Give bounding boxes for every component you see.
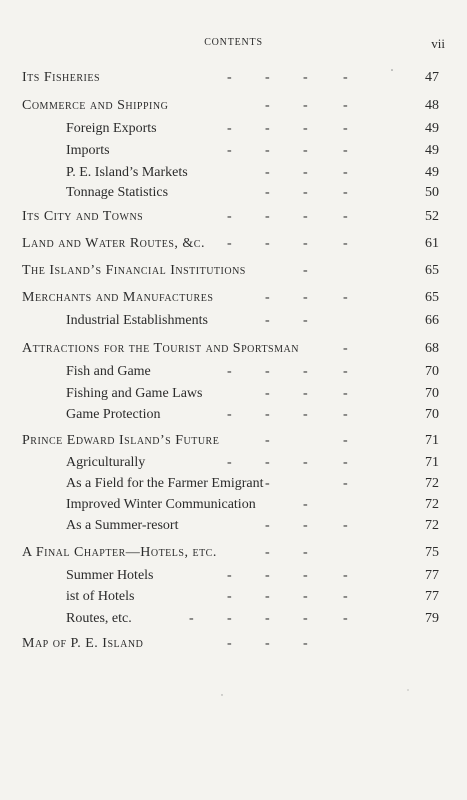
- leader-dash: -: [265, 545, 270, 560]
- leader-dash: -: [303, 143, 308, 158]
- leader-dash: -: [227, 455, 232, 470]
- toc-entry-title: As a Summer-resort: [66, 518, 179, 533]
- toc-entry: [0, 516, 467, 536]
- toc-entry-title: Industrial Establishments: [66, 313, 208, 328]
- toc-entry: [0, 163, 467, 183]
- toc-entry-page-number: 71: [425, 433, 439, 448]
- leader-dash: -: [343, 236, 348, 251]
- toc-entry-page-number: 71: [425, 455, 439, 470]
- toc-entry-page-number: 70: [425, 407, 439, 422]
- toc-entry-page-number: 47: [425, 70, 439, 85]
- leader-dash: -: [227, 364, 232, 379]
- toc-entry: [0, 543, 467, 563]
- leader-dash: -: [343, 518, 348, 533]
- leader-dash: -: [343, 364, 348, 379]
- toc-entry: [0, 119, 467, 139]
- leader-dash: -: [227, 568, 232, 583]
- toc-entry: [0, 474, 467, 494]
- leader-dash: -: [343, 341, 348, 356]
- leader-dash: -: [343, 290, 348, 305]
- toc-entry-page-number: 75: [425, 545, 439, 560]
- toc-entry-title: Agriculturally: [66, 455, 146, 470]
- leader-dash: -: [189, 611, 194, 626]
- toc-entry-title: Fishing and Game Laws: [66, 386, 203, 401]
- leader-dash: -: [303, 611, 308, 626]
- toc-entry-title: Attractions for the Tourist and Sportsman: [22, 341, 299, 356]
- toc-entry-page-number: 65: [425, 263, 439, 278]
- leader-dash: -: [265, 165, 270, 180]
- leader-dash: -: [265, 185, 270, 200]
- toc-entry-title: Imports: [66, 143, 110, 158]
- leader-dash: -: [303, 407, 308, 422]
- leader-dash: -: [343, 386, 348, 401]
- toc-entry-title: Routes, etc.: [66, 611, 132, 626]
- leader-dash: -: [303, 455, 308, 470]
- toc-entry: [0, 141, 467, 161]
- toc-entry: [0, 68, 467, 88]
- toc-entry: [0, 288, 467, 308]
- leader-dash: -: [265, 611, 270, 626]
- toc-entry-page-number: 70: [425, 364, 439, 379]
- leader-dash: -: [265, 476, 270, 491]
- toc-entry-page-number: 72: [425, 476, 439, 491]
- leader-dash: -: [343, 568, 348, 583]
- toc-entry-page-number: 49: [425, 121, 439, 136]
- toc-entry-title: Fish and Game: [66, 364, 151, 379]
- leader-dash: -: [227, 121, 232, 136]
- toc-entry-page-number: 49: [425, 143, 439, 158]
- leader-dash: -: [343, 121, 348, 136]
- toc-entry: [0, 405, 467, 425]
- toc-entry-page-number: 72: [425, 497, 439, 512]
- toc-entry-title: Its City and Towns: [22, 209, 144, 224]
- toc-entry: [0, 96, 467, 116]
- leader-dash: -: [343, 476, 348, 491]
- toc-entry-page-number: 50: [425, 185, 439, 200]
- leader-dash: -: [343, 70, 348, 85]
- toc-entry-title: P. E. Island’s Markets: [66, 165, 188, 180]
- leader-dash: -: [227, 589, 232, 604]
- leader-dash: -: [343, 98, 348, 113]
- toc-entry-page-number: 77: [425, 568, 439, 583]
- toc-entry-page-number: 72: [425, 518, 439, 533]
- toc-entry-title: Improved Winter Communication: [66, 497, 256, 512]
- leader-dash: -: [227, 636, 232, 651]
- toc-entry-page-number: 70: [425, 386, 439, 401]
- toc-entry-title: Commerce and Shipping: [22, 98, 169, 113]
- leader-dash: -: [265, 209, 270, 224]
- leader-dash: -: [265, 121, 270, 136]
- running-head: [0, 37, 467, 53]
- leader-dash: -: [265, 290, 270, 305]
- leader-dash: -: [303, 518, 308, 533]
- toc-entry-title: Map of P. E. Island: [22, 636, 144, 651]
- leader-dash: -: [343, 611, 348, 626]
- toc-entry-page-number: 66: [425, 313, 439, 328]
- leader-dash: -: [265, 98, 270, 113]
- leader-dash: -: [303, 165, 308, 180]
- leader-dash: -: [265, 364, 270, 379]
- toc-entry-page-number: 52: [425, 209, 439, 224]
- leader-dash: -: [343, 185, 348, 200]
- toc-entry-title: Tonnage Statistics: [66, 185, 169, 200]
- leader-dash: -: [227, 236, 232, 251]
- toc-entry-page-number: 61: [425, 236, 439, 251]
- leader-dash: -: [265, 518, 270, 533]
- leader-dash: -: [265, 455, 270, 470]
- leader-dash: -: [265, 568, 270, 583]
- toc-entry-title: A Final Chapter—Hotels, etc.: [22, 545, 217, 560]
- toc-entry: [0, 495, 467, 515]
- leader-dash: -: [265, 433, 270, 448]
- leader-dash: -: [303, 263, 308, 278]
- leader-dash: -: [265, 143, 270, 158]
- leader-dash: -: [265, 589, 270, 604]
- toc-entry-page-number: 68: [425, 341, 439, 356]
- leader-dash: -: [303, 545, 308, 560]
- leader-dash: -: [265, 313, 270, 328]
- leader-dash: -: [343, 433, 348, 448]
- leader-dash: -: [265, 236, 270, 251]
- toc-entry: [0, 587, 467, 607]
- leader-dash: -: [265, 386, 270, 401]
- leader-dash: -: [303, 364, 308, 379]
- leader-dash: -: [343, 455, 348, 470]
- toc-entry: [0, 634, 467, 654]
- leader-dash: -: [227, 209, 232, 224]
- toc-entry-title: Game Protection: [66, 407, 161, 422]
- leader-dash: -: [303, 386, 308, 401]
- toc-entry-title: Merchants and Manufactures: [22, 290, 214, 305]
- leader-dash: -: [303, 497, 308, 512]
- leader-dash: -: [343, 209, 348, 224]
- leader-dash: -: [227, 611, 232, 626]
- toc-entry: [0, 453, 467, 473]
- leader-dash: -: [303, 290, 308, 305]
- leader-dash: -: [265, 70, 270, 85]
- toc-entry-title: Land and Water Routes, &c.: [22, 236, 205, 251]
- toc-entry: [0, 609, 467, 629]
- leader-dash: -: [303, 70, 308, 85]
- toc-entry: [0, 183, 467, 203]
- toc-entry: [0, 566, 467, 586]
- leader-dash: -: [343, 589, 348, 604]
- running-head-page-number: vii: [431, 36, 445, 51]
- leader-dash: -: [303, 313, 308, 328]
- toc-entry-page-number: 48: [425, 98, 439, 113]
- leader-dash: -: [227, 143, 232, 158]
- leader-dash: -: [227, 70, 232, 85]
- leader-dash: -: [303, 636, 308, 651]
- toc-entry: [0, 311, 467, 331]
- running-head-title: CONTENTS: [204, 37, 263, 48]
- toc-entry-title: The Island’s Financial Institutions: [22, 263, 246, 278]
- leader-dash: -: [343, 143, 348, 158]
- toc-entry-title: As a Field for the Farmer Emigrant: [66, 476, 264, 491]
- toc-entry: [0, 384, 467, 404]
- leader-dash: -: [227, 407, 232, 422]
- toc-entry: [0, 339, 467, 359]
- toc-entry-page-number: 77: [425, 589, 439, 604]
- leader-dash: -: [303, 568, 308, 583]
- leader-dash: -: [303, 121, 308, 136]
- leader-dash: -: [265, 636, 270, 651]
- leader-dash: -: [303, 589, 308, 604]
- toc-entry: [0, 261, 467, 281]
- toc-entry-page-number: 79: [425, 611, 439, 626]
- toc-entry-title: ist of Hotels: [66, 589, 135, 604]
- toc-entry-page-number: 49: [425, 165, 439, 180]
- toc-entry: [0, 207, 467, 227]
- toc-entry-title: Its Fisheries: [22, 70, 101, 85]
- toc-entry-title: Summer Hotels: [66, 568, 154, 583]
- leader-dash: -: [343, 407, 348, 422]
- leader-dash: -: [303, 185, 308, 200]
- leader-dash: -: [303, 98, 308, 113]
- toc-entry-page-number: 65: [425, 290, 439, 305]
- toc-entry: [0, 431, 467, 451]
- toc-entry-title: Prince Edward Island’s Future: [22, 433, 220, 448]
- toc-entry-title: Foreign Exports: [66, 121, 157, 136]
- leader-dash: -: [343, 165, 348, 180]
- leader-dash: -: [265, 407, 270, 422]
- toc-entry: [0, 234, 467, 254]
- leader-dash: -: [303, 236, 308, 251]
- toc-entry: [0, 362, 467, 382]
- leader-dash: -: [303, 209, 308, 224]
